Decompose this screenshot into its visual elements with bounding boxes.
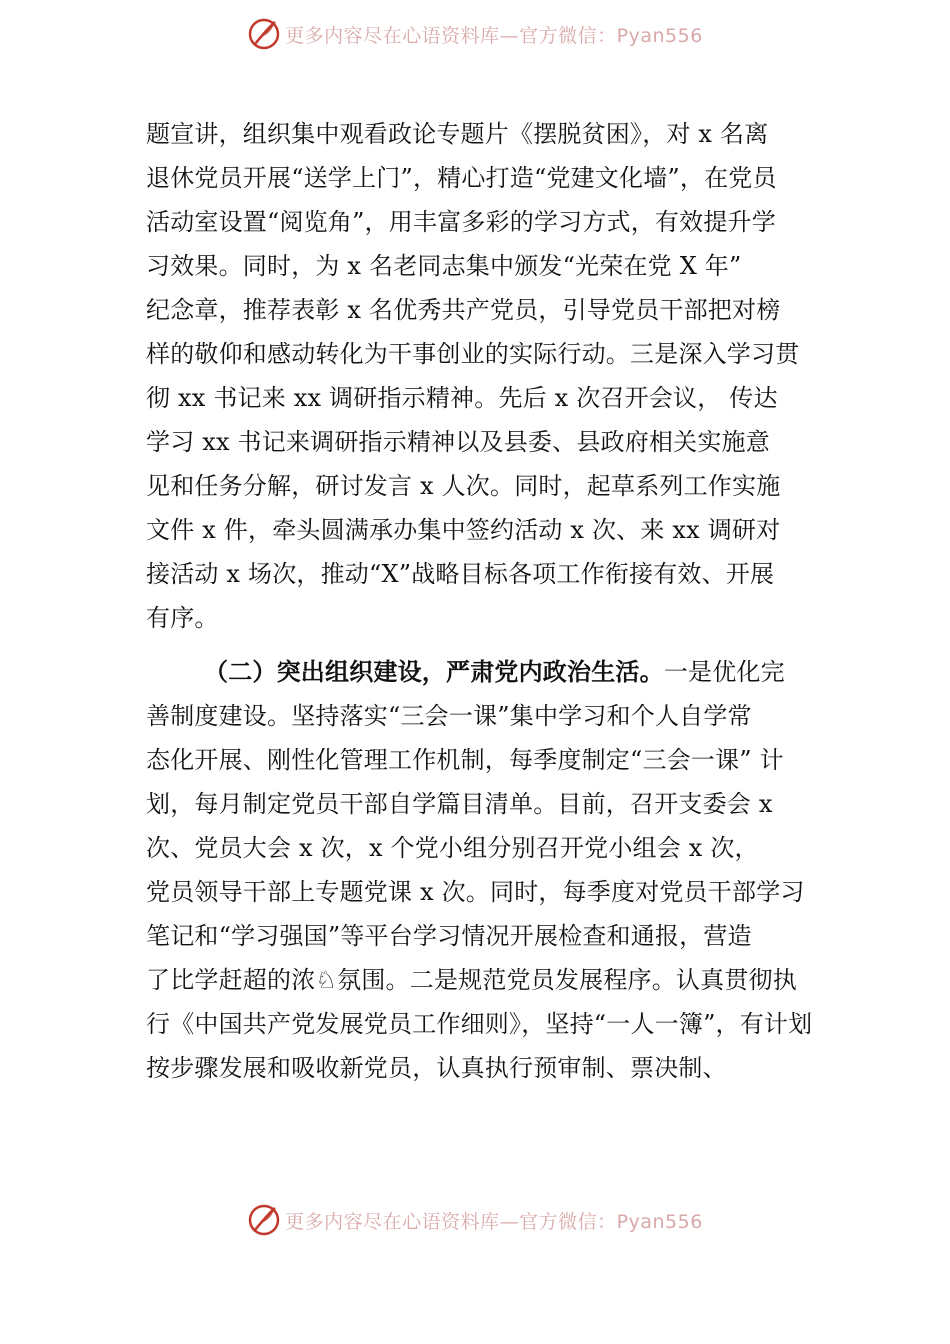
- text-run: 一是优化完: [663, 658, 785, 686]
- text-line: 了比学赶超的浓♘氛围。二是规范党员发展程序。认真贯彻执: [146, 966, 797, 994]
- text-line: 学习 xx 书记来调研指示精神以及县委、县政府相关实施意: [146, 428, 770, 456]
- text-line: 接活动 x 场次，推动“X”战略目标各项工作衔接有效、开展: [146, 560, 775, 588]
- text-line: 行《中国共产党发展党员工作细则》，坚持“一人一簿”，有计划: [146, 1010, 813, 1038]
- text-line: 笔记和“学习强国”等平台学习情况开展检查和通报，营造: [146, 922, 752, 950]
- text-line: 按步骤发展和吸收新党员，认真执行预审制、票决制、: [146, 1054, 727, 1082]
- watermark-slogan: 更多内容尽在心语资料库—官方微信：: [285, 24, 617, 47]
- text-line: 样的敬仰和感动转化为干事创业的实际行动。三是深入学习贯: [146, 340, 800, 368]
- watermark-text: [285, 21, 703, 48]
- section-heading-line: [146, 650, 826, 694]
- text-line: 党员领导干部上专题党课 x 次。同时，每季度对党员干部学习: [146, 878, 805, 906]
- watermark-wechat-id: Pyan556: [616, 1210, 703, 1233]
- text-line: 有序。: [146, 604, 219, 632]
- text-line: 纪念章，推荐表彰 x 名优秀共产党员，引导党员干部把对榜: [146, 296, 781, 324]
- text-line: 退休党员开展“送学上门”，精心打造“党建文化墙”，在党员: [146, 164, 777, 192]
- text-line: 题宣讲，组织集中观看政论专题片《摆脱贫困》，对 x 名离: [146, 120, 769, 148]
- text-line: 文件 x 件，牵头圆满承办集中签约活动 x 次、来 xx 调研对: [146, 516, 781, 544]
- watermark-wechat-id: Pyan556: [616, 24, 703, 47]
- text-line: 活动室设置“阅览角”，用丰富多彩的学习方式，有效提升学: [146, 208, 776, 236]
- footer-watermark: [0, 1200, 950, 1240]
- text-line: 善制度建设。坚持落实“三会一课”集中学习和个人自学常: [146, 702, 752, 730]
- paragraph-2: [146, 650, 826, 1090]
- section-heading: （二）突出组织建设，严肃党内政治生活。: [204, 658, 664, 686]
- paragraph-1: [146, 112, 826, 640]
- text-line: 次、党员大会 x 次，x 个党小组分别召开党小组会 x 次，: [146, 834, 759, 862]
- watermark-slogan: 更多内容尽在心语资料库—官方微信：: [285, 1210, 617, 1233]
- watermark-text: [285, 1207, 703, 1234]
- document-body: [146, 112, 826, 1090]
- feather-logo-icon: [247, 1203, 281, 1237]
- header-watermark: [0, 14, 950, 54]
- text-line: 态化开展、刚性化管理工作机制，每季度制定“三会一课” 计: [146, 746, 784, 774]
- feather-logo-icon: [247, 17, 281, 51]
- text-line: 习效果。同时，为 x 名老同志集中颁发“光荣在党 X 年”: [146, 252, 742, 280]
- text-line: 彻 xx 书记来 xx 调研指示精神。先后 x 次召开会议， 传达: [146, 384, 778, 412]
- text-line: 划，每月制定党员干部自学篇目清单。目前，召开支委会 x: [146, 790, 773, 818]
- text-line: 见和任务分解，研讨发言 x 人次。同时，起草系列工作实施: [146, 472, 781, 500]
